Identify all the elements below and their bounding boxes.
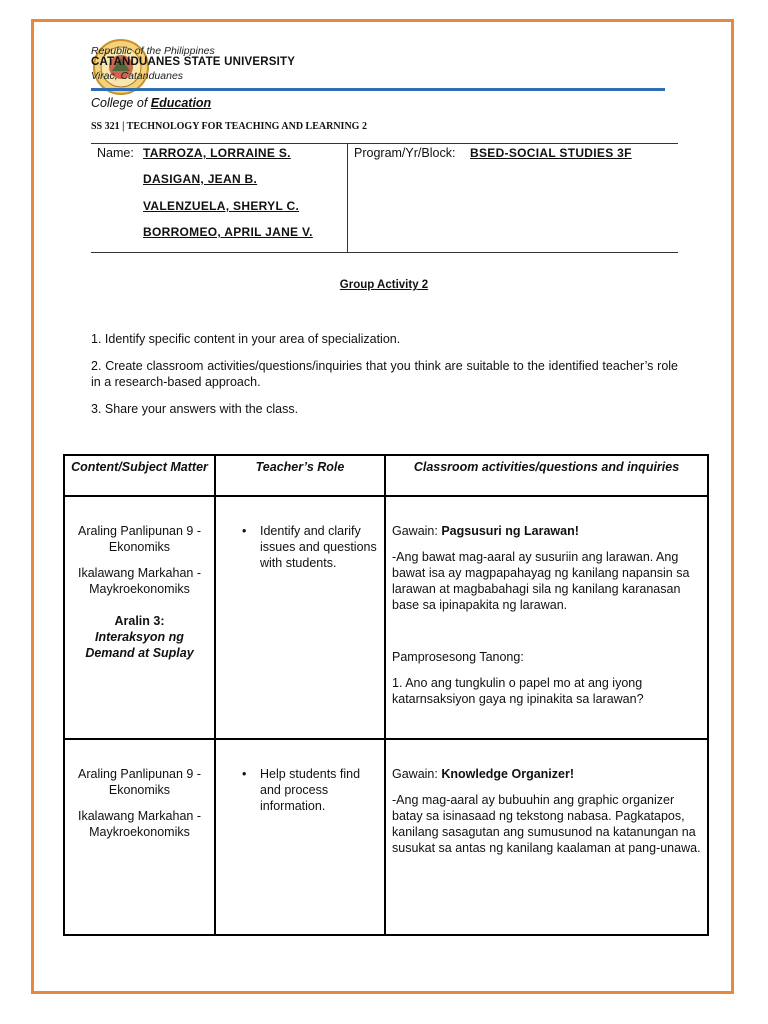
role-bullet: • Help students find and process information. — [240, 766, 380, 814]
subject-text: Araling Panlipunan 9 - Ekonomiks — [78, 524, 201, 554]
role-cell — [215, 739, 385, 935]
activity-description: -Ang mag-aaral ay bubuuhin ang graphic organizer batay sa isinasaad ng tekstong nabasa. Pagkatapos, kanilang sasagutan ang sumusunod na katanungan na susukat sa antas ng kanilang kaalaman at pang-unawa. — [392, 793, 701, 855]
activity-title: Group Activity 2 — [339, 279, 429, 291]
column-header: Teacher’s Role — [215, 455, 385, 496]
gawain-prefix: Gawain: — [392, 524, 442, 538]
student-name: VALENZUELA, SHERYL C. — [143, 199, 300, 213]
column-header: Classroom activities/questions and inquiries — [385, 455, 708, 496]
university-name: CATANDUANES STATE UNIVERSITY — [91, 56, 296, 68]
table-header-row — [64, 455, 708, 496]
info-divider — [347, 144, 348, 252]
instruction-item: 1. Identify specific content in your area of specialization. — [91, 332, 401, 346]
role-cell — [215, 496, 385, 739]
activity-cell — [385, 739, 708, 935]
quarter-text: Ikalawang Markahan - Maykroekonomiks — [78, 809, 201, 839]
activity-table — [63, 454, 709, 936]
university-location: Virac, Catanduanes — [91, 70, 184, 82]
student-name: TARROZA, LORRAINE S. — [143, 146, 291, 160]
gawain-title: Pagsusuri ng Larawan! — [441, 524, 579, 538]
lesson-label: Aralin 3: — [114, 614, 165, 628]
activity-cell — [385, 496, 708, 739]
role-bullet: • Identify and clarify issues and questions with students. — [240, 523, 380, 571]
gawain-prefix: Gawain: — [392, 767, 442, 781]
question-item: 1. Ano ang tungkulin o papel mo at ang iyong katarnsaksiyon gaya ng ipinakita sa larawan? — [392, 676, 644, 706]
name-label: Name: — [97, 146, 134, 160]
republic-label: Republic of the Philippines — [91, 45, 215, 57]
subject-text: Araling Panlipunan 9 - Ekonomiks — [78, 767, 201, 797]
college-prefix: College of — [91, 96, 151, 110]
instruction-item: 2. Create classroom activities/questions/inquiries that you think are suitable to the identified teacher’s role in a research-based approach. — [91, 359, 678, 389]
student-name: DASIGAN, JEAN B. — [143, 172, 258, 186]
program-value: BSED-SOCIAL STUDIES 3F — [470, 146, 632, 160]
column-header: Content/Subject Matter — [64, 455, 215, 496]
quarter-text: Ikalawang Markahan - Maykroekonomiks — [78, 566, 201, 596]
header-divider — [91, 88, 665, 91]
lesson-block — [69, 613, 210, 661]
table-row — [64, 739, 708, 935]
table-row — [64, 496, 708, 739]
lesson-title: Interaksyon ng Demand at Suplay — [85, 630, 194, 660]
college-line — [91, 96, 211, 110]
college-name: Education — [150, 96, 212, 110]
student-name: BORROMEO, APRIL JANE V. — [143, 225, 313, 239]
course-title: SS 321 | TECHNOLOGY FOR TEACHING AND LEARNING 2 — [91, 121, 367, 132]
activity-description: -Ang bawat mag-aaral ay susuriin ang larawan. Ang bawat isa ay magpapahayag ng kanilang napansin sa larawan at magbabahagi sila ng kanilang karanasan base sa ipinapakita ng larawan. — [392, 550, 690, 612]
gawain-title: Knowledge Organizer! — [441, 767, 574, 781]
instruction-item: 3. Share your answers with the class. — [91, 402, 299, 416]
subject-cell — [64, 739, 215, 935]
subject-cell — [64, 496, 215, 739]
program-label: Program/Yr/Block: — [354, 146, 456, 160]
student-info-box — [91, 143, 678, 253]
questions-label: Pamprosesong Tanong: — [392, 650, 524, 664]
gawain-line — [392, 766, 701, 782]
gawain-line — [392, 523, 701, 539]
